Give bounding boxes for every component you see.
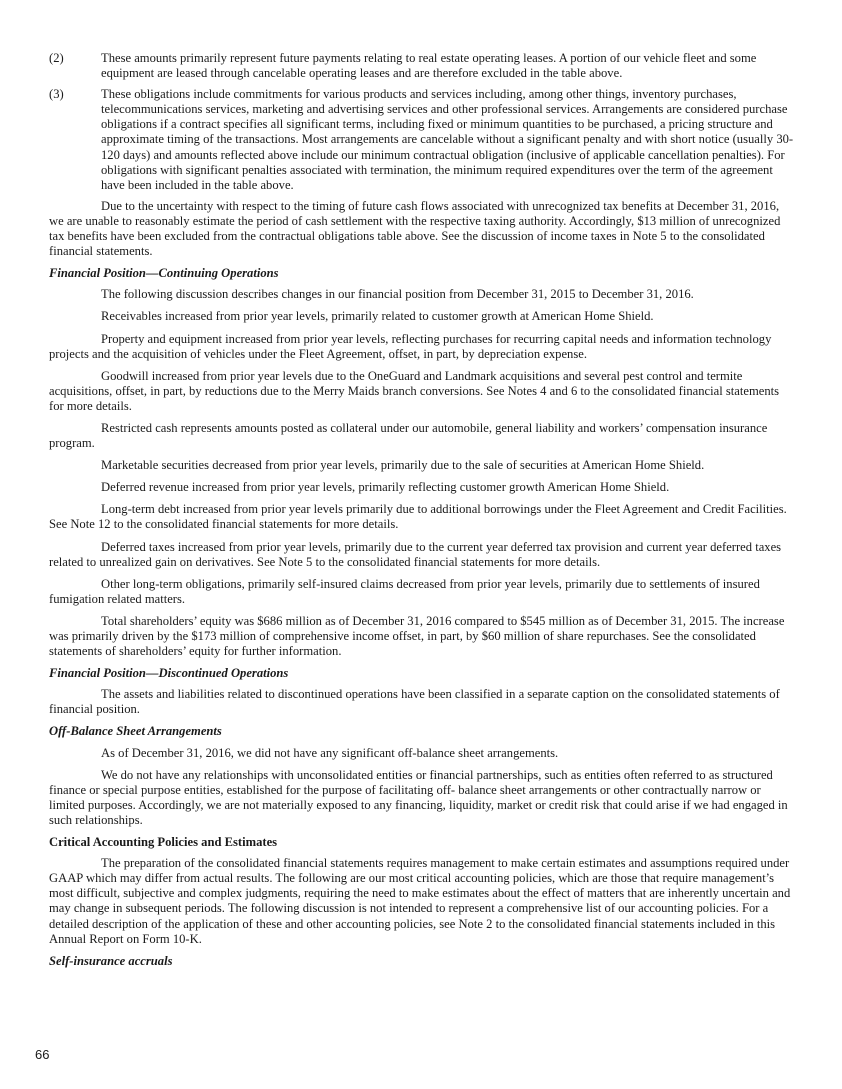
footnote-2 bbox=[49, 51, 794, 81]
page-number: 66 bbox=[35, 1047, 50, 1062]
paragraph: Marketable securities decreased from prior year levels, primarily due to the sale of securities at American Home Shield. bbox=[101, 458, 705, 473]
paragraph: Goodwill increased from prior year levels due to the OneGuard and Landmark acquisitions and several pest control and termite acquisitions, offset, in part, by reductions due to the Merry Maids branch conversions. See Notes 4 and 6 to the consolidated financial statements for more details. bbox=[49, 368, 780, 413]
paragraph: As of December 31, 2016, we did not have any significant off-balance sheet arrangements. bbox=[101, 745, 559, 760]
heading-critical-accounting: Critical Accounting Policies and Estimates bbox=[49, 835, 278, 850]
document-page bbox=[49, 51, 794, 975]
paragraph: Other long-term obligations, primarily self-insured claims decreased from prior year levels, primarily due to settlements of insured fumigation related matters. bbox=[49, 576, 760, 606]
paragraph: The following discussion describes changes in our financial position from December 31, 2015 to December 31, 2016. bbox=[101, 287, 694, 302]
paragraph: Restricted cash represents amounts posted as collateral under our automobile, general liability and workers’ compensation insurance program. bbox=[49, 420, 768, 451]
heading-off-balance-sheet: Off-Balance Sheet Arrangements bbox=[49, 724, 222, 739]
footnote-number: (3) bbox=[49, 87, 64, 102]
paragraph: We do not have any relationships with unconsolidated entities or financial partnerships, such as entities often referred to as structured finance or special purpose entities, established for the purpose of facilitating off- balance sheet arrangements or other contractually narrow or limited purposes. Accordingly, we are not materially exposed to any financing, liquidity, market or credit risk that could arise if we had engaged in such relationships. bbox=[49, 767, 788, 827]
paragraph: Property and equipment increased from prior year levels, reflecting purchases for recurring capital needs and information technology projects and the acquisition of vehicles under the Fleet Agreement, offset, in part, by depreciation expense. bbox=[49, 331, 772, 361]
footnote-number: (2) bbox=[49, 51, 64, 65]
footnote-text: These obligations include commitments for various products and services including, among other things, inventory purchases, telecommunications services, marketing and advertising services and other professional services. Arrangements are considered purchase obligations if a contract specifies all significant terms, including fixed or minimum quantities to be purchased, a pricing structure and approximate timing of the transactions. Most arrangements are cancelable without a significant penalty and with short notice (usually 30-120 days) and amounts reflected above include our minimum contractual obligation (inclusive of applicable cancellation penalties). For obligations with significant penalties associated with termination, the minimum required expenditures over the term of the agreement have been included in the table above. bbox=[101, 87, 794, 192]
heading-self-insurance: Self-insurance accruals bbox=[49, 953, 173, 968]
paragraph: The assets and liabilities related to discontinued operations have been classified in a separate caption on the consolidated statements of financial position. bbox=[49, 687, 780, 717]
tax-benefits-paragraph: Due to the uncertainty with respect to the timing of future cash flows associated with unrecognized tax benefits at December 31, 2016, we are unable to reasonably estimate the period of cash settlement with the respective taxing authority. Accordingly, $13 million of unrecognized tax benefits have been excluded from the contractual obligations table above. See the discussion of income taxes in Note 5 to the consolidated financial statements. bbox=[49, 198, 781, 259]
heading-financial-position-continuing: Financial Position—Continuing Operations bbox=[49, 266, 279, 281]
footnote-3 bbox=[49, 87, 794, 193]
heading-financial-position-discontinued: Financial Position—Discontinued Operations bbox=[49, 666, 289, 681]
paragraph: Total shareholders’ equity was $686 million as of December 31, 2016 compared to $545 million as of December 31, 2015. The increase was primarily driven by the $173 million of comprehensive income offset, in part, by $60 million of share repurchases. See the consolidated statements of shareholders’ equity for further information. bbox=[49, 613, 785, 659]
paragraph: Deferred revenue increased from prior year levels, primarily reflecting customer growth American Home Shield. bbox=[101, 480, 670, 495]
paragraph: The preparation of the consolidated financial statements requires management to make certain estimates and assumptions required under GAAP which may differ from actual results. The following are our most critical accounting policies, which are those that require management’s most difficult, subjective and complex judgments, requiring the need to make estimates about the effect of matters that are inherently uncertain and may change in subsequent periods. The following discussion is not intended to represent a comprehensive list of our accounting policies. For a detailed description of the application of these and other accounting policies, see Note 2 to the consolidated financial statements included in this Annual Report on Form 10-K. bbox=[49, 856, 791, 946]
paragraph: Long-term debt increased from prior year levels primarily due to additional borrowings under the Fleet Agreement and Credit Facilities. See Note 12 to the consolidated financial statements for more details. bbox=[49, 502, 787, 532]
footnote-text: These amounts primarily represent future payments relating to real estate operating leases. A portion of our vehicle fleet and some equipment are leased through cancelable operating leases and are therefore excluded in the table above. bbox=[101, 51, 757, 81]
paragraph: Receivables increased from prior year levels, primarily related to customer growth at American Home Shield. bbox=[101, 309, 654, 324]
paragraph: Deferred taxes increased from prior year levels, primarily due to the current year deferred tax provision and current year deferred taxes related to unrealized gain on derivatives. See Note 5 to the consolidated financial statements for more details. bbox=[49, 539, 782, 569]
